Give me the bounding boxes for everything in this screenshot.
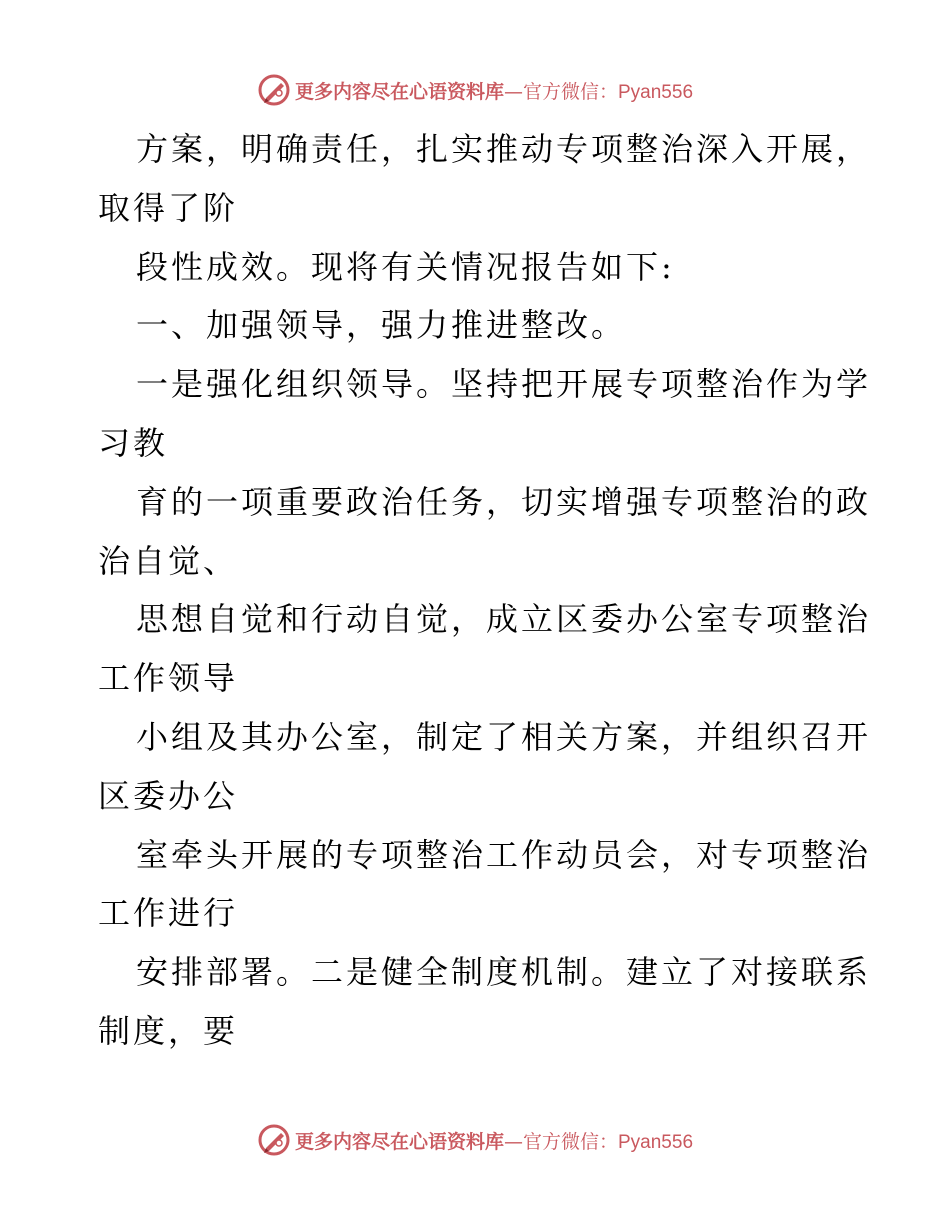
body-line: 习教 bbox=[98, 423, 169, 462]
footer-main-text: 更多内容尽在心语资料库 bbox=[294, 1130, 504, 1153]
header-main-text: 更多内容尽在心语资料库 bbox=[294, 80, 504, 103]
footer-wechat-id: Pyan556 bbox=[618, 1131, 694, 1153]
body-line: 取得了阶 bbox=[98, 188, 239, 227]
pen-logo-icon bbox=[257, 73, 291, 107]
body-line: 思想自觉和行动自觉，成立区委办公室专项整治 bbox=[136, 600, 872, 639]
body-line: 育的一项重要政治任务，切实增强专项整治的政 bbox=[136, 482, 872, 521]
body-line: 工作领导 bbox=[98, 659, 239, 698]
body-line: 区委办公 bbox=[98, 776, 239, 815]
footer-separator: — bbox=[503, 1130, 523, 1153]
body-line: 方案，明确责任，扎实推动专项整治深入开展， bbox=[136, 130, 872, 168]
body-line: 安排部署。二是健全制度机制。建立了对接联系 bbox=[136, 953, 872, 992]
document-body bbox=[98, 120, 872, 1061]
body-line: 治自觉、 bbox=[98, 541, 239, 580]
body-line: 制度，要 bbox=[98, 1011, 239, 1050]
body-line: 工作进行 bbox=[98, 894, 239, 933]
pen-logo-icon bbox=[257, 1123, 291, 1157]
header-wechat-label: 官方微信： bbox=[522, 80, 618, 103]
body-line: 小组及其办公室，制定了相关方案，并组织召开 bbox=[136, 717, 872, 756]
body-line: 段性成效。现将有关情况报告如下: bbox=[136, 247, 675, 286]
body-line: 一是强化组织领导。坚持把开展专项整治作为学 bbox=[136, 365, 872, 404]
body-line: 室牵头开展的专项整治工作动员会，对专项整治 bbox=[136, 835, 872, 874]
header-wechat-id: Pyan556 bbox=[618, 81, 694, 103]
footer-banner bbox=[0, 1120, 950, 1160]
header-separator: — bbox=[503, 80, 523, 103]
header-banner bbox=[0, 70, 950, 110]
section-heading: 一、加强领导，强力推进整改。 bbox=[136, 306, 627, 345]
footer-wechat-label: 官方微信： bbox=[522, 1130, 618, 1153]
